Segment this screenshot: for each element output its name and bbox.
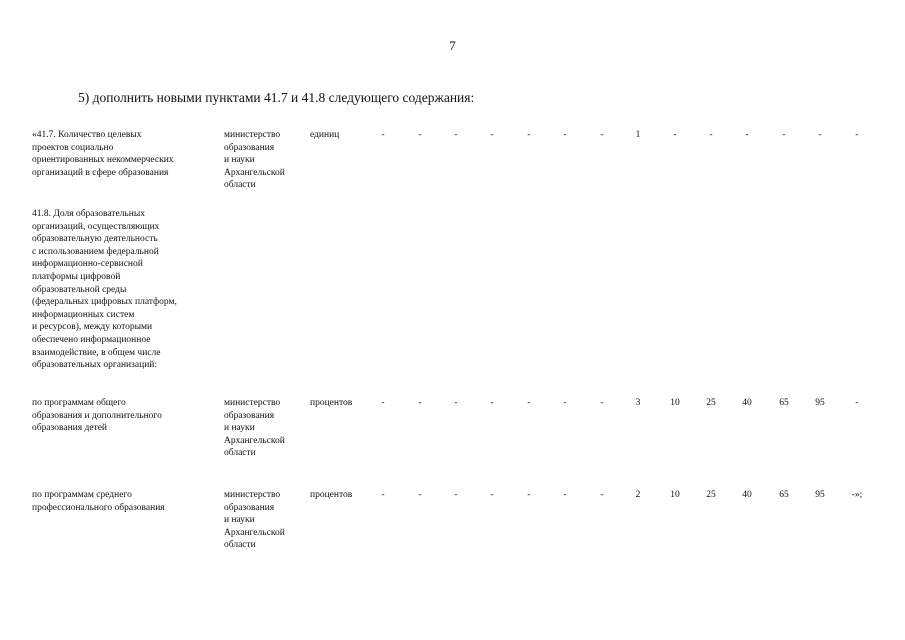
value-cell: 65 bbox=[779, 398, 789, 408]
value-cell: - bbox=[490, 398, 494, 408]
value-cell: - bbox=[418, 490, 422, 500]
unit-of-measure: единиц bbox=[310, 130, 340, 140]
value-cell: - bbox=[527, 490, 531, 500]
value-cell: - bbox=[381, 398, 385, 408]
value-cell: - bbox=[709, 130, 713, 140]
value-cell: -»; bbox=[851, 490, 863, 500]
value-cell: 65 bbox=[779, 490, 789, 500]
unit-of-measure: процентов bbox=[310, 490, 353, 500]
value-cell: - bbox=[490, 490, 494, 500]
value-cell: - bbox=[418, 398, 422, 408]
indicator-name: 41.8. Доля образовательных организаций, осуществляющих образовательную деятельность с использованием федеральной информационно-сервисной платформы цифровой образовательной среды (федеральных цифровых платформ, информационных систем и ресурсов), между которыми обеспечено информационное взаимодействие, в общем числе образовательных организаций: bbox=[32, 209, 177, 371]
value-cell: - bbox=[673, 130, 677, 140]
responsible-body: министерство образования и науки Архангельской области bbox=[224, 130, 285, 191]
value-cell: - bbox=[527, 398, 531, 408]
unit-of-measure: процентов bbox=[310, 398, 353, 408]
responsible-body: министерство образования и науки Архангельской области bbox=[224, 398, 285, 459]
value-cell: 2 bbox=[635, 490, 641, 500]
value-cell: - bbox=[381, 130, 385, 140]
amendment-intro: 5) дополнить новыми пунктами 41.7 и 41.8 следующего содержания: bbox=[78, 90, 475, 105]
value-cell: - bbox=[600, 490, 604, 500]
value-cell: 95 bbox=[815, 490, 825, 500]
value-cell: 10 bbox=[670, 398, 680, 408]
value-cell: 1 bbox=[635, 130, 641, 140]
value-cell: 25 bbox=[706, 398, 716, 408]
responsible-body: министерство образования и науки Архангельской области bbox=[224, 490, 285, 551]
value-cell: - bbox=[855, 398, 859, 408]
value-cell: - bbox=[563, 490, 567, 500]
value-cell: 40 bbox=[742, 490, 752, 500]
value-cell: 10 bbox=[670, 490, 680, 500]
value-cell: - bbox=[381, 490, 385, 500]
value-cell: 25 bbox=[706, 490, 716, 500]
value-cell: - bbox=[454, 398, 458, 408]
value-cell: - bbox=[855, 130, 859, 140]
value-cell: - bbox=[563, 130, 567, 140]
value-cell: - bbox=[818, 130, 822, 140]
value-cell: - bbox=[454, 490, 458, 500]
value-cell: - bbox=[527, 130, 531, 140]
value-cell: - bbox=[745, 130, 749, 140]
indicator-name: по программам среднего профессионального образования bbox=[32, 490, 165, 513]
value-cell: 3 bbox=[635, 398, 641, 408]
value-cell: 40 bbox=[742, 398, 752, 408]
value-cell: - bbox=[490, 130, 494, 140]
page-number: 7 bbox=[449, 38, 456, 53]
value-cell: - bbox=[782, 130, 786, 140]
value-cell: - bbox=[454, 130, 458, 140]
value-cell: 95 bbox=[815, 398, 825, 408]
value-cell: - bbox=[600, 130, 604, 140]
indicator-name: «41.7. Количество целевых проектов социально ориентированных некоммерческих организаций в сфере образования bbox=[32, 130, 174, 178]
value-cell: - bbox=[600, 398, 604, 408]
indicator-name: по программам общего образования и дополнительного образования детей bbox=[32, 398, 162, 434]
value-cell: - bbox=[563, 398, 567, 408]
value-cell: - bbox=[418, 130, 422, 140]
